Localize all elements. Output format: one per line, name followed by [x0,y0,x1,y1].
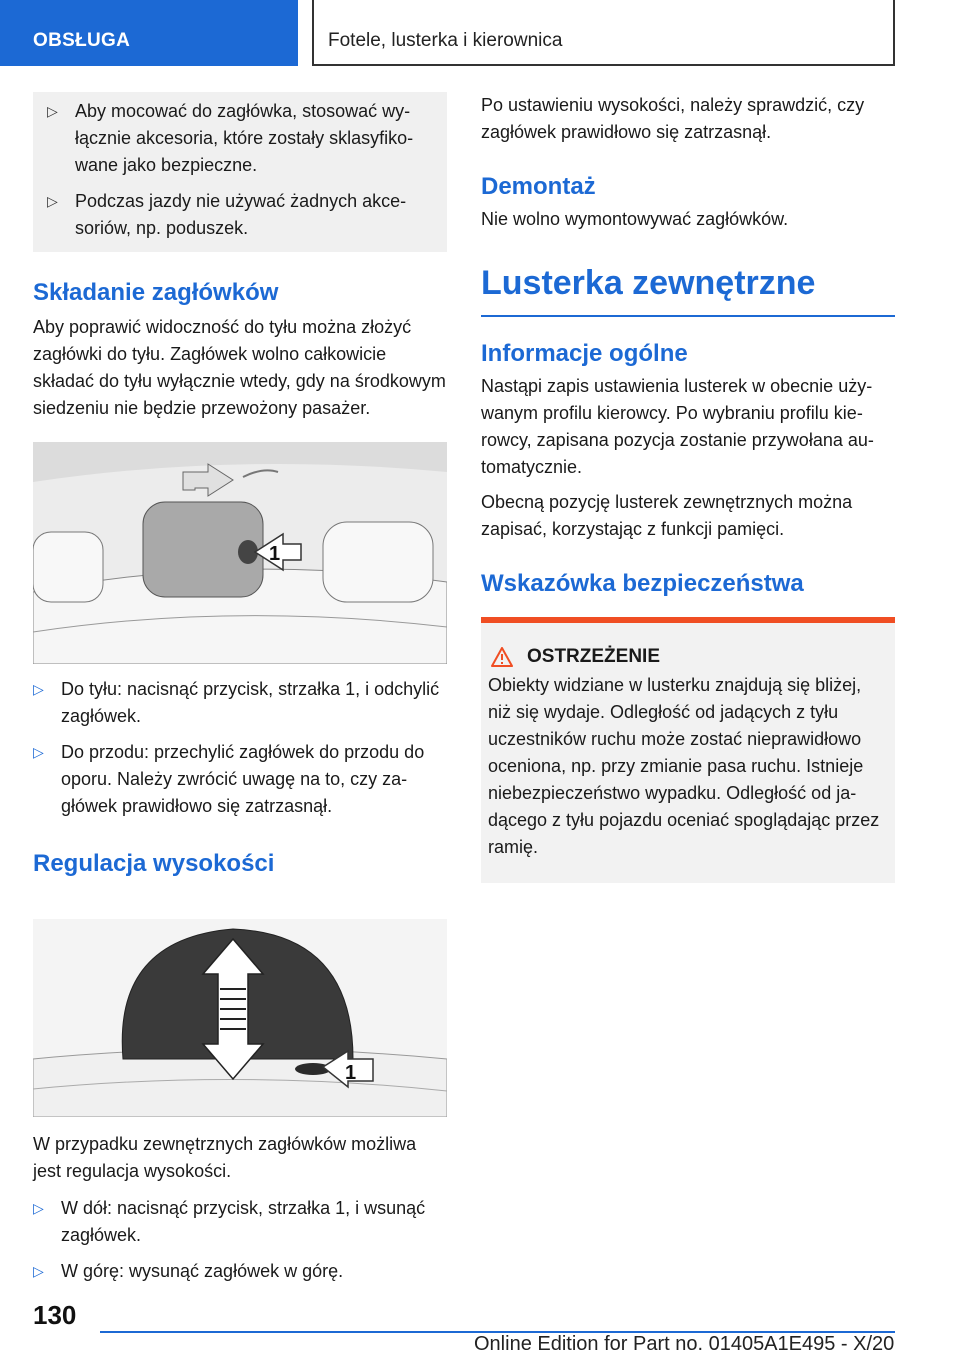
figure-rear-headrests [33,442,447,664]
height-check-paragraph: Po ustawieniu wysokości, należy sprawdzić, czy zagłówek prawidłowo się zatrzasnął. [481,95,865,142]
general-paragraph-1: Nastąpi zapis ustawienia lusterek w obecnie używanym profilu kierowcy. Po wybraniu profilu kierowcy, zapisana pozycja zostanie przywołana automatycznie. [481,376,874,477]
bullet-triangle-icon: ▷ [33,1200,44,1216]
height-bullet-text: W dół: nacisnąć przycisk, strzałka 1, i wsunąć zagłówek. [61,1198,426,1245]
header-chapter-title: Fotele, lusterka i kierownica [312,0,895,66]
bullet-triangle-icon: ▷ [47,193,58,209]
header-section-tab: OBSŁUGA [0,0,298,66]
bullet-triangle-icon: ▷ [33,744,44,760]
folding-bullet-text: Do przodu: przechylić zagłówek do przodu do oporu. Należy zwrócić uwagę na to, czy zagłówek prawidłowo się zatrzasnął. [61,742,425,816]
warning-title: OSTRZEŻENIE [527,646,661,667]
section-heading-safety: Wskazówka bezpieczeństwa [481,570,804,597]
figure-headrest-height [33,919,447,1117]
rear-seat-illustration [33,442,447,664]
note-bullet-text: Podczas jazdy nie używać żadnych akcesoriów, np. poduszek. [75,191,407,238]
section-heading-folding: Składanie zagłówków [33,279,279,306]
right-column [481,92,895,883]
figure-callout-label: 1 [269,543,281,565]
section-heading-height: Regulacja wysokości [33,850,275,877]
height-bullet-1 [33,1195,447,1249]
page-number: 130 [33,1300,77,1330]
warning-title-row [488,643,887,670]
note-box [33,92,447,252]
height-bullet-2 [33,1258,447,1285]
removal-paragraph: Nie wolno wymontowywać zagłówków. [481,209,789,229]
headrest-height-illustration [33,919,447,1117]
section-heading-general: Informacje ogólne [481,340,688,367]
folding-bullet-text: Do tyłu: nacisnąć przycisk, strzałka 1, i odchylić zagłówek. [61,679,440,726]
general-paragraph-2: Obecną pozycję lusterek zewnętrznych można zapisać, korzystając z funkcji pamięci. [481,492,853,539]
folding-bullet-2 [33,739,447,820]
note-bullet-2 [47,188,441,242]
section-heading-removal: Demontaż [481,173,596,200]
note-bullet-text: Aby mocować do zagłówka, stosować wyłącznie akcesoria, które zostały sklasyfikowane jako bezpieczne. [75,101,414,175]
warning-box [481,617,895,883]
left-column [33,92,447,1294]
height-paragraph: W przypadku zewnętrznych zagłówków możliwa jest regulacja wysokości. [33,1134,417,1181]
bullet-triangle-icon: ▷ [33,681,44,697]
folding-paragraph: Aby poprawić widoczność do tyłu można złożyć zagłówki do tyłu. Zagłówek wolno całkowicie składać do tyłu wyłącznie wtedy, gdy na środkowym siedzeniu nie będzie przewożony pasażer. [33,317,446,418]
warning-text: Obiekty widziane w lusterku znajdują się bliżej, niż się wydaje. Odległość od jadących z tyłu uczestników ruchu może zostać nieprawidłowo oceniona, np. przy zmianie pasa ruchu. Istnieje niebezpieczeństwo wypadku. Odległość od jadącego z tyłu pojazdu oceniać spoglądając przez ramię. [488,675,880,857]
footer-edition: Online Edition for Part no. 01405A1E495 - X/20 [474,1333,895,1355]
bullet-triangle-icon: ▷ [47,103,58,119]
chapter-heading-wrapper [481,263,895,317]
height-bullet-text: W górę: wysunąć zagłówek w górę. [61,1261,344,1281]
bullet-triangle-icon: ▷ [33,1263,44,1279]
folding-bullet-1 [33,676,447,730]
warning-triangle-icon [491,647,513,667]
chapter-heading-mirrors: Lusterka zewnętrzne [481,264,816,302]
figure-callout-label: 1 [345,1062,357,1084]
note-bullet-1 [47,98,441,179]
